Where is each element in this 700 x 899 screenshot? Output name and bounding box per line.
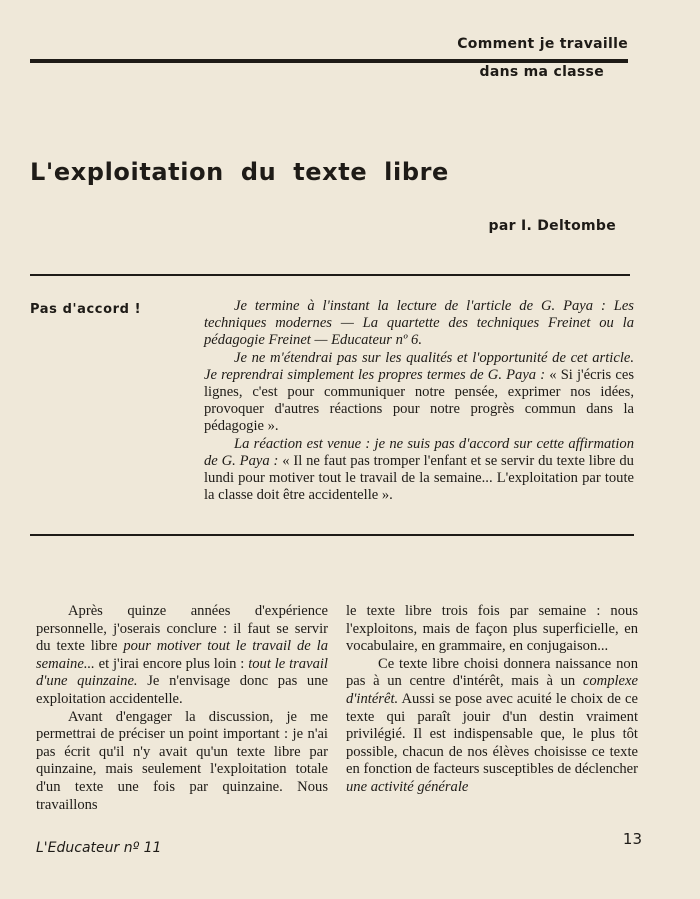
- right-p1-text-a: Ce texte libre choisi donnera naissance non pas à un centre d'intérêt, mais à un: [346, 655, 638, 690]
- section-rule-top: [30, 274, 630, 276]
- intro-p2-italic: Je ne m'étendrai pas sur les qualités et l'opportunité de cet article. Je reprendrai simplement les propres termes de G. Paya :: [204, 349, 634, 383]
- header-rule: [30, 59, 628, 63]
- page-number: 13: [622, 830, 642, 848]
- intro-p1-text: Je termine à l'instant la lecture de l'article de G. Paya : Les techniques modernes — La quartette des techniques Freinet ou la pédagogie Freinet — Educateur nº 6.: [204, 298, 634, 349]
- intro-paragraph-2: [204, 350, 634, 436]
- right-p1-italic-b: complexe d'intérêt.: [346, 673, 638, 707]
- left-p1-text-a: Après quinze années d'expérience personnelle, j'oserais conclure : il faut se servir du texte libre: [36, 603, 328, 655]
- intro-quote-block: [204, 298, 634, 504]
- left-paragraph-1: [36, 603, 328, 709]
- article-title: L'exploitation du texte libre: [30, 158, 449, 186]
- article-byline: par I. Deltombe: [488, 218, 616, 234]
- body-column-left: [36, 603, 328, 814]
- intro-paragraph-1: [204, 298, 634, 350]
- body-column-right: [346, 603, 638, 797]
- intro-p2-quote: « Si j'écris ces lignes, c'est pour communiquer notre pensée, exprimer nos idées, provoquer d'autres réactions pour notre progrès commun dans la pédagogie ».: [204, 366, 635, 435]
- series-heading-line2: dans ma classe: [479, 64, 604, 80]
- intro-paragraph-3: [204, 436, 634, 505]
- intro-p3-quote: « Il ne faut pas tromper l'enfant et se servir du texte libre du lundi pour motiver tout le travail de la semaine... L'exploitation par toute la classe doit être accidentelle ».: [204, 452, 634, 504]
- series-heading-line1: Comment je travaille: [457, 36, 628, 52]
- left-paragraph-2: Avant d'engager la discussion, je me permettrai de préciser un point important : je n'ai pas écrit qu'il n'y avait qu'un texte libre par quinzaine, mais seulement l'exploitation totale d'un texte une fois par quinzaine. Nous travaillons: [36, 708, 328, 813]
- right-paragraph-1: [346, 656, 638, 797]
- left-p1-text-c: et j'irai encore plus loin :: [94, 655, 249, 672]
- side-heading: Pas d'accord !: [30, 302, 142, 317]
- right-p1-text-c: Aussi se pose avec acuité le choix de ce texte qui paraît jouir d'un destin vraiment privilégié. Il est indispensable que, le plus tôt possible, chacun de nos élèves choisisse ce texte en fonction de facteurs susceptibles de déclencher: [346, 690, 638, 778]
- left-p1-italic-d: tout le travail d'une quinzaine.: [36, 655, 328, 690]
- left-p1-italic-b: pour motiver tout le travail de la semaine...: [36, 638, 328, 672]
- section-rule-bottom: [30, 534, 634, 536]
- intro-p3-italic: La réaction est venue : je ne suis pas d'accord sur cette affirmation de G. Paya :: [204, 435, 634, 469]
- right-p1-italic-d: une activité générale: [346, 778, 469, 795]
- right-paragraph-0: le texte libre trois fois par semaine : nous l'exploitons, mais de façon plus superficielle, en vocabulaire, en grammaire, en conjugaison...: [346, 603, 638, 655]
- journal-footer: L'Educateur nº 11: [36, 840, 162, 856]
- left-p1-text-e: Je n'envisage donc pas une exploitation accidentelle.: [36, 673, 328, 707]
